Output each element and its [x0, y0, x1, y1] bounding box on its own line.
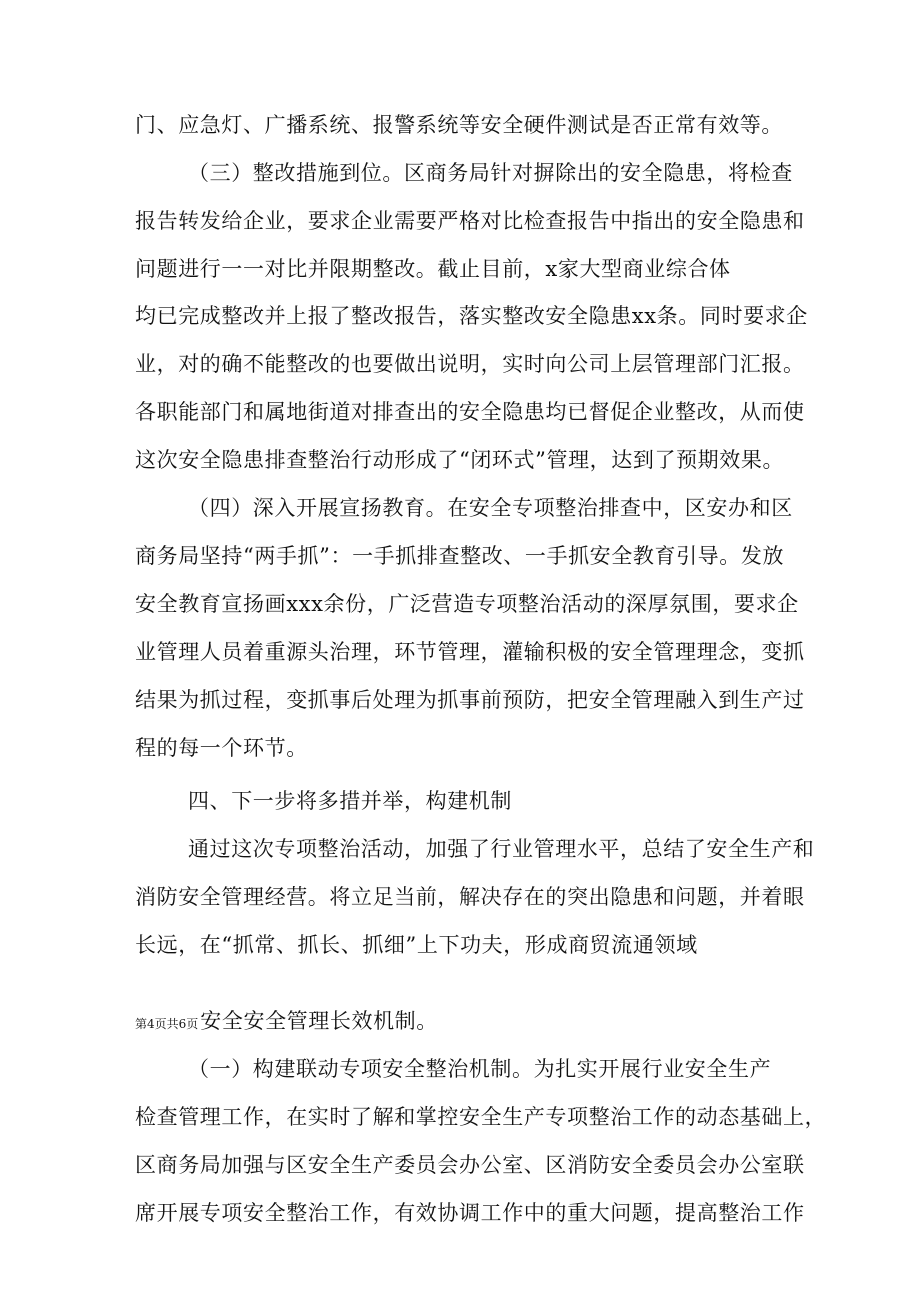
text-line: 通过这次专项整治活动，加强了行业管理水平，总结了安全生产和	[188, 837, 815, 861]
text-line: 商务局坚持“两手抓”：一手抓排查整改、一手抓安全教育引导。发放	[135, 544, 785, 568]
section-heading: 四、下一步将多措并举，构建机制	[188, 789, 512, 813]
text-line: 消防安全管理经营。将立足当前，解决存在的突出隐患和问题，并着眼	[135, 885, 805, 909]
text-line: （四）深入开展宣扬教育。在安全专项整治排查中，区安办和区	[188, 496, 793, 520]
text-line: （一）构建联动专项安全整治机制。为扎实开展行业安全生产	[188, 1057, 772, 1081]
text-line: 业管理人员着重源头治理，环节管理，灌输积极的安全管理理念，变抓	[135, 640, 805, 664]
text-line: 各职能部门和属地街道对排查出的安全隐患均已督促企业整改，从而使	[135, 400, 805, 424]
text-line: 问题进行一一对比并限期整改。截止目前，x家大型商业综合体	[135, 257, 731, 281]
text-line: 报告转发给企业，要求企业需要严格对比检查报告中指出的安全隐患和	[135, 209, 805, 233]
text-line: 程的每一个环节。	[135, 736, 308, 760]
page-number: 第4页共6页	[135, 1017, 199, 1031]
text-line: 均已完成整改并上报了整改报告，落实整改安全隐患xx条。同时要求企	[135, 304, 808, 328]
footer-line	[135, 1008, 438, 1037]
text-line: 长远，在“抓常、抓长、抓细”上下功夫，形成商贸流通领域	[135, 933, 698, 957]
text-line: （三）整改措施到位。区商务局针对摒除出的安全隐患，将检查	[188, 161, 793, 185]
text-line: 检查管理工作，在实时了解和掌控安全生产专项整治工作的动态基础上，	[135, 1105, 827, 1129]
text-line: 门、应急灯、广播系统、报警系统等安全硬件测试是否正常有效等。	[135, 113, 783, 137]
text-line: 安全教育宣扬画xxx余份，广泛营造专项整治活动的深厚氛围，要求企	[135, 592, 799, 616]
text-line: 区商务局加强与区安全生产委员会办公室、区消防安全委员会办公室联	[135, 1153, 805, 1177]
text-line: 安全安全管理长效机制。	[200, 1009, 438, 1033]
text-line: 结果为抓过程，变抓事后处理为抓事前预防，把安全管理融入到生产过	[135, 688, 805, 712]
text-line: 这次安全隐患排查整治行动形成了“闭环式”管理，达到了预期效果。	[135, 448, 785, 472]
text-line: 席开展专项安全整治工作，有效协调工作中的重大问题，提高整治工作	[135, 1201, 805, 1225]
text-line: 业，对的确不能整改的也要做出说明，实时向公司上层管理部门汇报。	[135, 352, 805, 376]
